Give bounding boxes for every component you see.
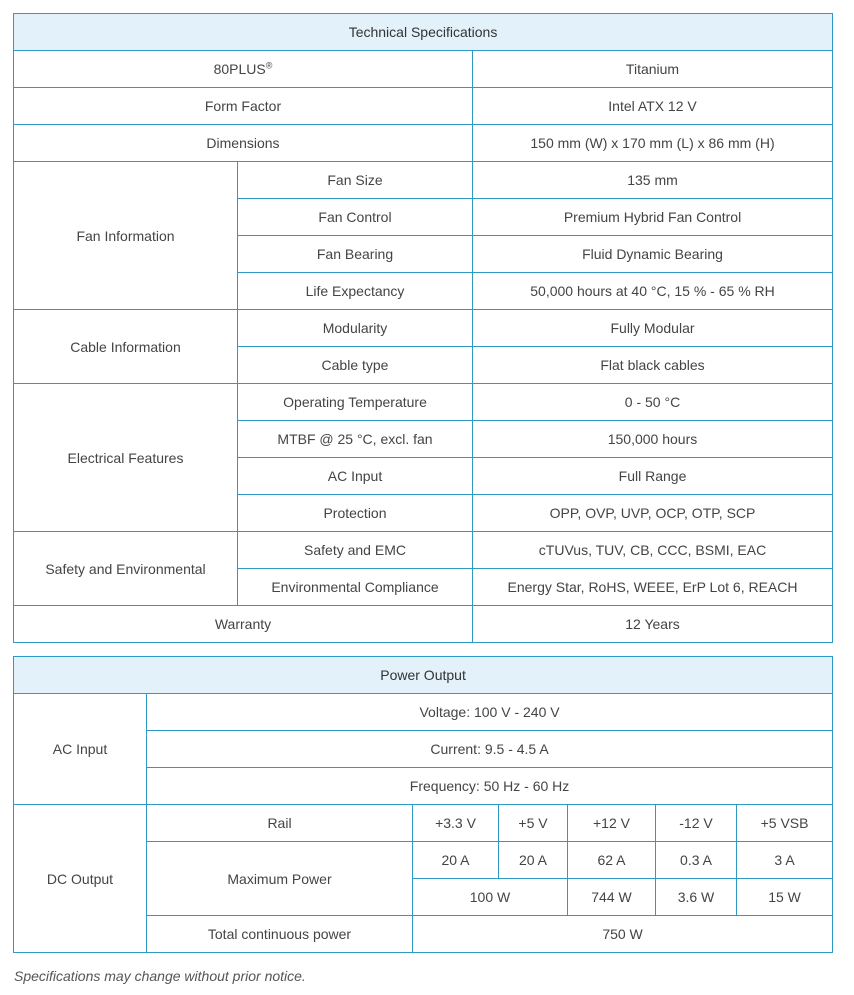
watts-5vsb: 15 W	[737, 879, 833, 916]
spec-label-mtbf: MTBF @ 25 °C, excl. fan	[238, 421, 473, 458]
spec-value-dimensions: 150 mm (W) x 170 mm (L) x 86 mm (H)	[473, 125, 833, 162]
max-power-label: Maximum Power	[147, 842, 413, 916]
group-ac-input: AC Input	[14, 694, 147, 805]
table-row	[14, 694, 833, 731]
spec-value-environmental-compliance: Energy Star, RoHS, WEEE, ErP Lot 6, REACH	[473, 569, 833, 606]
spec-label-form-factor: Form Factor	[14, 88, 473, 125]
group-cable-information: Cable Information	[14, 310, 238, 384]
table-row	[14, 606, 833, 643]
spec-label-safety-emc: Safety and EMC	[238, 532, 473, 569]
spec-label-cable-type: Cable type	[238, 347, 473, 384]
watts-neg12v: 3.6 W	[656, 879, 737, 916]
spec-value-form-factor: Intel ATX 12 V	[473, 88, 833, 125]
table-row	[14, 384, 833, 421]
table-row	[14, 310, 833, 347]
spec-value-cable-type: Flat black cables	[473, 347, 833, 384]
spec-value-modularity: Fully Modular	[473, 310, 833, 347]
rail-5vsb: +5 VSB	[737, 805, 833, 842]
ac-current: Current: 9.5 - 4.5 A	[147, 731, 833, 768]
group-electrical-features: Electrical Features	[14, 384, 238, 532]
spec-value-warranty: 12 Years	[473, 606, 833, 643]
table-row	[14, 162, 833, 199]
spec-value-protection: OPP, OVP, UVP, OCP, OTP, SCP	[473, 495, 833, 532]
rail-5v: +5 V	[499, 805, 568, 842]
table-row	[14, 805, 833, 842]
spec-value-fan-bearing: Fluid Dynamic Bearing	[473, 236, 833, 273]
spec-label-dimensions: Dimensions	[14, 125, 473, 162]
table-row	[14, 51, 833, 88]
disclaimer-note: Specifications may change without prior notice.	[14, 968, 306, 984]
table-row	[14, 532, 833, 569]
spec-value-80plus: Titanium	[473, 51, 833, 88]
amps-12v: 62 A	[568, 842, 656, 879]
amps-5v: 20 A	[499, 842, 568, 879]
amps-5vsb: 3 A	[737, 842, 833, 879]
spec-label-life-expectancy: Life Expectancy	[238, 273, 473, 310]
rail-label: Rail	[147, 805, 413, 842]
watts-12v: 744 W	[568, 879, 656, 916]
group-dc-output: DC Output	[14, 805, 147, 953]
spec-value-fan-control: Premium Hybrid Fan Control	[473, 199, 833, 236]
group-fan-information: Fan Information	[14, 162, 238, 310]
tech-spec-title: Technical Specifications	[14, 14, 833, 51]
spec-label-fan-size: Fan Size	[238, 162, 473, 199]
spec-label-operating-temperature: Operating Temperature	[238, 384, 473, 421]
group-safety-environmental: Safety and Environmental	[14, 532, 238, 606]
spec-label-protection: Protection	[238, 495, 473, 532]
amps-neg12v: 0.3 A	[656, 842, 737, 879]
ac-frequency: Frequency: 50 Hz - 60 Hz	[147, 768, 833, 805]
technical-specifications-table	[13, 13, 833, 643]
spec-label-environmental-compliance: Environmental Compliance	[238, 569, 473, 606]
amps-3v3: 20 A	[413, 842, 499, 879]
rail-12v: +12 V	[568, 805, 656, 842]
spec-label-80plus: 80PLUS®	[14, 51, 473, 88]
spec-value-mtbf: 150,000 hours	[473, 421, 833, 458]
total-power-label: Total continuous power	[147, 916, 413, 953]
spec-label-warranty: Warranty	[14, 606, 473, 643]
power-output-table	[13, 656, 833, 953]
spec-value-operating-temperature: 0 - 50 °C	[473, 384, 833, 421]
power-output-title: Power Output	[14, 657, 833, 694]
watts-3v3-5v-combined: 100 W	[413, 879, 568, 916]
table-row	[14, 88, 833, 125]
rail-3v3: +3.3 V	[413, 805, 499, 842]
registered-mark: ®	[265, 60, 273, 71]
spec-value-safety-emc: cTUVus, TUV, CB, CCC, BSMI, EAC	[473, 532, 833, 569]
spec-value-fan-size: 135 mm	[473, 162, 833, 199]
spec-value-life-expectancy: 50,000 hours at 40 °C, 15 % - 65 % RH	[473, 273, 833, 310]
spec-value-ac-input: Full Range	[473, 458, 833, 495]
table-row	[14, 125, 833, 162]
total-power-value: 750 W	[413, 916, 833, 953]
spec-label-fan-control: Fan Control	[238, 199, 473, 236]
spec-label-fan-bearing: Fan Bearing	[238, 236, 473, 273]
spec-label-modularity: Modularity	[238, 310, 473, 347]
rail-neg12v: -12 V	[656, 805, 737, 842]
ac-voltage: Voltage: 100 V - 240 V	[147, 694, 833, 731]
spec-label-ac-input: AC Input	[238, 458, 473, 495]
